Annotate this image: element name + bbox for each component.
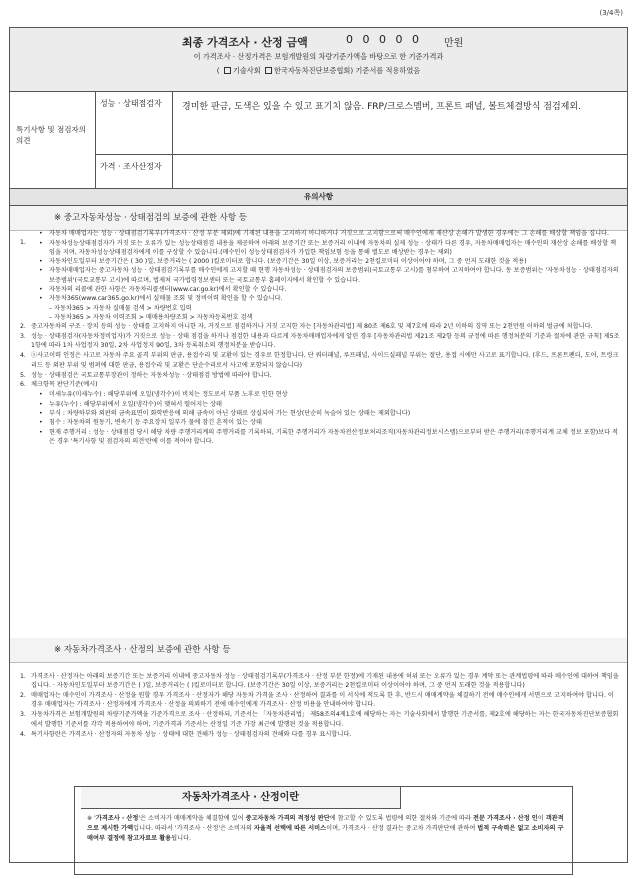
- section2-list: [20, 672, 620, 739]
- list-item-text: 성능 · 상태점검자(자동차정비업자)가 거짓으로 성능 · 상태 점검을 하거나 점검한 내용과 다르게 자동차매매업자에게 알린 경우 [자동차관리법 제21조 제2항 등의 규정에 따른 행정처분의 기준과 절차에 관한 규칙] 제5조 1항에 따라 1차 사업정지 30일, 2차 사업정지 90일, 3차 등록취소의 행정처분을 받습니다.: [31, 333, 620, 350]
- final-price-title: 최종 가격조사 · 산정 금액: [182, 36, 308, 49]
- list-item-text: 자동차가격은 보험개발원의 차량기준가액을 기준가격으로 조사 · 산정하되, 기준서는 「자동차관리법」 제58조의4제1호에 해당하는 자는 기술사회에서 발행한 기준서를, 제2호에 해당하는 자는 한국자동차진단보증협회에서 발행한 기준서를 각각 적용하여야 하며, 기준가격과 기준서는 산정일 기준 가장 최근에 발행된 것을 적용합니다.: [31, 711, 619, 728]
- list-item: 3. 성능 · 상태점검자(자동차정비업자)가 거짓으로 성능 · 상태 점검을 하거나 점검한 내용과 다르게 자동차매매업자에게 알린 경우 [자동차관리법 제21조 제2항 등의 규정에 따른 행정처분의 기준과 절차에 관한 규칙] 제5조 1항에 따라 1차 사업정지 30일, 2차 사업정지 90일, 3차 등록취소의 행정처분을 받습니다.: [20, 333, 620, 350]
- list-item: 5. 성능 · 상태점검은 국토교통부장관이 정하는 자동차성능 · 상태점검 방법에 따라야 합니다.: [20, 371, 272, 379]
- document-frame: [9, 27, 628, 863]
- list-item: 3. 자동차가격은 보험개발원의 차량기준가액을 기준가격으로 조사 · 산정하되, 기준서는 「자동차관리법」 제58조의4제1호에 해당하는 자는 기술사회에서 발행한 기준서를, 제2호에 해당하는 자는 한국자동차진단보증협회에서 발행한 기준서를 각각 적용하여야 하며, 기준가격과 기준서는 산정일 기준 가장 최근에 발행된 것을 적용합니다.: [20, 711, 619, 728]
- appraiser-label: 가격 · 조사산정자: [96, 155, 173, 189]
- list-sub-item: • 자동차인도일부터 보증기간은 ( 30 )일, 보증거리는 ( 2000 )킬로미터로 합니다. (보증기간은 30일 이상, 보증거리는 2천킬로미터 이상이어야 하며, 그 중 먼저 도래한 것을 적용): [38, 257, 620, 266]
- opinion-section: [10, 92, 627, 189]
- inspector-label: 성능 · 상태점검자: [96, 92, 173, 154]
- list-item: 1. 가격조사 · 산정자는 아래의 보증기간 또는 보증거리 이내에 중고자동차 성능 · 상태점검기록부(가격조사 · 산정 부분 한정)에 기재된 내용에 허위 또는 오류가 있는 경우 계약 또는 관계법령에 따라 매수인에 대하여 책임을 집니다. · 자동차인도일부터 보증기간은 ( )일, 보증거리는 ( )킬로미터로 합니다. (보증기간은 30일 이상, 보증거리는 2천킬로미터 이상이어야 하며, 그 중 먼저 도래한 것을 적용합니다): [20, 673, 619, 690]
- list-sub-item: • 자동차매매업자는 중고자동차 성능 · 상태점검기록부를 매수인에게 고지할 때 현행 자동차성능 · 상태점검자의 보증범위(국토교통부 고시)를 첨부하여 고지하여야 합니다. 동 보증범위는 '자동차성능 · 상태점검자의 보증범위'(국토교통부 고시)에 따르며, 법제처 국가법령정보센터 또는 국토교통부 홈페이지에서 확인할 수 있습니다.: [38, 266, 620, 285]
- final-price-unit: 만원: [444, 38, 464, 49]
- inspector-opinion-text: 경미한 판금, 도색은 있을 수 있고 표기치 않음. FRP/크로스멤버, 프론트 패널, 볼트체결방식 점검제외.: [182, 102, 581, 112]
- definition-title: 자동차가격조사 · 산정이란: [81, 787, 401, 809]
- list-sub-sub-item: – 자동차365 > 자동차 실매물 검색 > 차량번호 입력: [49, 304, 192, 312]
- list-item: 2. 매매업자는 매수인이 가격조사 · 산정을 원할 경우 가격조사 · 산정자가 해당 자동차 가격을 조사 · 산정하여 결과를 이 서식에 적도록 한 후, 반드시 매매계약을 체결하기 전에 매수인에게 서면으로 고지하여야 합니다. 이 경우 매매업자는 가격조사 · 산정자에게 가격조사 · 산정을 의뢰하기 전에 매수인에게 가격조사 · 산정 비용을 안내하여야 합니다.: [20, 692, 614, 709]
- final-price-section: [10, 28, 627, 92]
- definition-text: ※ '가격조사 · 산정'은 소비자가 매매계약을 체결함에 있어 중고자동차 가격의 적정성 판단에 참고할 수 있도록 법령에 의한 절차와 기준에 따라 전문 가격조사 · 산정 인이 객관적으로 제시한 가액입니다. 따라서 '가격조사 · 산정'은 소비자의 자율적 선택에 따른 서비스이며, 가격조사 · 산정 결과는 중고차 가격판단에 관하여 법적 구속력은 없고 소비자의 구매여부 결정에 참고자료로 활용됩니다.: [87, 815, 564, 842]
- notice-heading: 유의사항: [10, 189, 627, 206]
- list-item-text: 중고자동차의 구조 · 장치 등의 성능 · 상태를 고지하지 아니한 자, 거짓으로 점검하거나 거짓 고지한 자는 [자동차관리법] 제 80조 제6호 및 제7호에 따라 2년 이하의 징역 또는 2천만원 이하의 벌금에 처합니다.: [31, 323, 593, 331]
- list-sub-item: • 자동차의 리콜에 관한 사항은 자동차리콜센터(www.car.go.kr)에서 확인할 수 있습니다.: [38, 285, 620, 294]
- checkbox-engineers-association[interactable]: [224, 67, 231, 74]
- final-price-standard: ( 기술사회 한국자동차진단보증협회) 기준서를 적용하였음: [216, 66, 421, 75]
- definition-box: [74, 786, 573, 875]
- inspector-opinion-row: [96, 92, 627, 155]
- list-sub-item: • 누유(누수) : 해당부위에서 오일(냉각수)이 맺혀서 떨어지는 상태: [38, 400, 620, 409]
- list-item-text: ⓧ사고이력 인정은 사고로 자동차 주요 골격 부위의 판금, 용접수리 및 교환이 있는 경우로 한정합니다. 단 쿼터패널, 루프패널, 사이드실패널 부위는 절단, 용접 시에만 사고로 표기합니다. (후드, 프론트펜더, 도어, 트렁크리드 등 외판 부위 및 범퍼에 대한 판금, 용접수리 및 교환은 단순수리로서 사고에 포함되지 않습니다): [31, 352, 619, 369]
- list-item-text: 매매업자는 매수인이 가격조사 · 산정을 원할 경우 가격조사 · 산정자가 해당 자동차 가격을 조사 · 산정하여 결과를 이 서식에 적도록 한 후, 반드시 매매계약을 체결하기 전에 매수인에게 서면으로 고지하여야 합니다. 이 경우 매매업자는 가격조사 · 산정자에게 가격조사 · 산정을 의뢰하기 전에 매수인에게 가격조사 · 산정 비용을 안내하여야 합니다.: [31, 692, 614, 709]
- list-item: 4. 특기사항란은 가격조사 · 산정자의 자동차 성능 · 상태에 대한 견해가 성능 · 상태점검자의 견해와 다를 경우 표시합니다.: [20, 730, 352, 738]
- list-sub-item: • 자동차365(www.car365.go.kr)에서 실매물 조회 및 정비이력 확인을 할 수 있습니다.: [38, 294, 620, 303]
- final-price-basis: 이 가격조사 · 산정가격은 보험개발원의 차량기준가액을 바탕으로 한 기준가격과: [193, 52, 444, 61]
- list-item-text: 성능 · 상태점검은 국토교통부장관이 정하는 자동차성능 · 상태점검 방법에 따라야 합니다.: [31, 371, 272, 379]
- section1-list: 1. • 자동차 매매업자는 성능 · 상태점검기록부(가격조사 · 산정 부분 제외)에 기재된 내용을 고지하지 아니하거나 거짓으로 고지함으로써 매수인에게 재산상 손해가 발생한 경우에는 그 손해를 배상할 책임을 집니다. • 자동차성능상태점검자가 거짓 또는 오류가 있는 성능상태점검 내용을 제공하여 아래의 보증기간 또는 보증거리 이내에 자동차의 실제 성능 · 상태가 다른 경우, 자동차매매업자는 매수인의 재산상 손해를 배상할 책임을 지며, 자동차성능상태점검자에게 이를 구상할 수 있습니다.(매수인이 성능상태점검자가 가입한 책임보험 등을 통해 별도로 배상받는 경우는 제외) • 자동차인도일부터 보증기간은 ( 30 )일, 보증거리는 ( 2000 )킬로미터로 합니다. (보증기간은 30일 이상, 보증거리는 2천킬로미터 이상이어야 하며, 그 중 먼저 도래한 것을 적용) • 자동차매매업자는 중고자동차 성능 · 상태점검기록부를 매수인에게 고지할 때 현행 자동차성능 · 상태점검자의 보증범위(국토교통부 고시)를 첨부하여 고지하여야 합니다. 동 보증범위는 '자동차성능 · 상태점검자의 보증범위'(국토교통부 고시)에 따르며, 법제처 국가법령정보센터 또는 국토교통부 홈페이지에서 확인할 수 있습니다. • 자동차의 리콜에 관한 사항은 자동차리콜센터(www.car.go.kr)에서 확인할 수 있습니다. • 자동차365(www.car365.go.kr)에서 실매물 조회 및 정비이력 확인을 할 수 있습니다. – 자동차365 > 자동차 실매물 검색 > 차량번호 입력 – 자동차365 > 자동차 이력조회 > 매매용차량조회 > 자동차등록번호 검색 2. 중고자동차의 구조 · 장치 등의 성능 · 상태를 고지하지 아니한 자, 거짓으로 점검하거나 거짓 고지한 자는 [자동차관리법] 제 80조 제6호 및 제7호에 따라 2년 이하의 징역 또는 2천만원 이하의 벌금에 처합니다. 3. 성능 · 상태점검자(자동차정비업자)가 거짓으로 성능 · 상태 점검을 하거나 점검한 내용과 다르게 자동차매매업자에게 알린 경우 [자동차관리법 제21조 제2항 등의 규정에 따른 행정처분의 기준과 절차에 관한 규칙] 제5조 1항에 따라 1차 사업정지 30일, 2차 사업정지 90일, 3차 등록취소의 행정처분을 받습니다. 4. ⓧ사고이력 인정은 사고로 자동차 주요 골격 부위의 판금, 용접수리 및 교환이 있는 경우로 한정합니다. 단 쿼터패널, 루프패널, 사이드실패널 부위는 절단, 용접 시에만 사고로 표기합니다. (후드, 프론트펜더, 도어, 트렁크리드 등 외판 부위 및 범퍼에 대한 판금, 용접수리 및 교환은 단순수리로서 사고에 포함되지 않습니다) 5. 성능 · 상태점검은 국토교통부장관이 정하는 자동차성능 · 상태점검 방법에 따라야 합니다. 6. 체크항목 판단기준(예시) • 미세누유(미세누수) : 해당부위에 오일(냉각수)이 비치는 정도로서 부품 노후로 인한 현상 • 누유(누수) : 해당부위에서 오일(냉각수)이 맺혀서 떨어지는 상태 • 부식 : 차량하부와 외판의 금속표면이 화학반응에 의해 금속이 아닌 상태로 상실되어 가는 현상(단순히 녹슬어 있는 상태는 제외합니다) • 침수 : 자동차의 원동기, 변속기 등 주요장치 일부가 물에 잠긴 흔적이 있는 상태 • 현재 주행거리 : 성능 · 상태점검 당시 해당 차량 주행거리계의 주행거리를 기록하되, 기록한 주행거리가 자동차전산정보처리조직(자동차관리정보시스템)으로부터 받은 주행거리(주행거리계 교체 정보 포함)보다 적은 경우 '특기사항 및 점검자의 의견'란에 이를 적어야 합니다.: [20, 238, 620, 446]
- opinion-label: 특기사항 및 점검자의 의견: [10, 92, 96, 189]
- section2-heading: ※ 자동차가격조사 · 산정의 보증에 관한 사항 등: [10, 638, 627, 663]
- list-sub-item: • 현재 주행거리 : 성능 · 상태점검 당시 해당 차량 주행거리계의 주행거리를 기록하되, 기록한 주행거리가 자동차전산정보처리조직(자동차관리정보시스템)으로부터 받은 주행거리(주행거리계 교체 정보 포함)보다 적은 경우 '특기사항 및 점검자의 의견'란에 이를 적어야 합니다.: [38, 428, 620, 447]
- list-item: 2. 중고자동차의 구조 · 장치 등의 성능 · 상태를 고지하지 아니한 자, 거짓으로 점검하거나 거짓 고지한 자는 [자동차관리법] 제 80조 제6호 및 제7호에 따라 2년 이하의 징역 또는 2천만원 이하의 벌금에 처합니다.: [20, 323, 593, 331]
- list-sub-item: • 부식 : 차량하부와 외판의 금속표면이 화학반응에 의해 금속이 아닌 상태로 상실되어 가는 현상(단순히 녹슬어 있는 상태는 제외합니다): [38, 409, 620, 418]
- appraiser-opinion-row: [96, 155, 627, 189]
- list-sub-item: • 미세누유(미세누수) : 해당부위에 오일(냉각수)이 비치는 정도로서 부품 노후로 인한 현상: [38, 390, 620, 399]
- list-item-text: 가격조사 · 산정자는 아래의 보증기간 또는 보증거리 이내에 중고자동차 성능 · 상태점검기록부(가격조사 · 산정 부분 한정)에 기재된 내용에 허위 또는 오류가 있는 경우 계약 또는 관계법령에 따라 매수인에 대하여 책임을 집니다. · 자동차인도일부터 보증기간은 ( )일, 보증거리는 ( )킬로미터로 합니다. (보증기간은 30일 이상, 보증거리는 2천킬로미터 이상이어야 하며, 그 중 먼저 도래한 것을 적용합니다): [31, 673, 619, 690]
- list-sub-item: • 자동차성능상태점검자가 거짓 또는 오류가 있는 성능상태점검 내용을 제공하여 아래의 보증기간 또는 보증거리 이내에 자동차의 실제 성능 · 상태가 다른 경우, 자동차매매업자는 매수인의 재산상 손해를 배상할 책임을 지며, 자동차성능상태점검자에게 이를 구상할 수 있습니다.(매수인이 성능상태점검자가 가입한 책임보험 등을 통해 별도로 배상받는 경우는 제외): [38, 239, 620, 258]
- list-item: 4. ⓧ사고이력 인정은 사고로 자동차 주요 골격 부위의 판금, 용접수리 및 교환이 있는 경우로 한정합니다. 단 쿼터패널, 루프패널, 사이드실패널 부위는 절단, 용접 시에만 사고로 표기합니다. (후드, 프론트펜더, 도어, 트렁크리드 등 외판 부위 및 범퍼에 대한 판금, 용접수리 및 교환은 단순수리로서 사고에 포함되지 않습니다): [20, 352, 619, 369]
- section1-heading: ※ 중고자동차성능 · 상태점검의 보증에 관한 사항 등: [10, 206, 627, 231]
- list-item-text: 체크항목 판단기준(예시): [31, 381, 98, 389]
- page-number: (3/4쪽): [599, 9, 623, 17]
- list-item: 6. 체크항목 판단기준(예시): [20, 381, 98, 389]
- checkbox-diagnosis-association[interactable]: [265, 67, 272, 74]
- list-sub-item: • 침수 : 자동차의 원동기, 변속기 등 주요장치 일부가 물에 잠긴 흔적이 있는 상태: [38, 418, 620, 427]
- list-sub-item: • 자동차 매매업자는 성능 · 상태점검기록부(가격조사 · 산정 부분 제외)에 기재된 내용을 고지하지 아니하거나 거짓으로 고지함으로써 매수인에게 재산상 손해가 발생한 경우에는 그 손해를 배상할 책임을 집니다.: [38, 229, 620, 238]
- list-sub-sub-item: – 자동차365 > 자동차 이력조회 > 매매용차량조회 > 자동차등록번호 검색: [49, 313, 253, 321]
- final-price-amount: 0 0 0 0 0: [346, 33, 422, 46]
- list-item-text: 특기사항란은 가격조사 · 산정자의 자동차 성능 · 상태에 대한 견해가 성능 · 상태점검자의 견해와 다를 경우 표시합니다.: [31, 730, 352, 738]
